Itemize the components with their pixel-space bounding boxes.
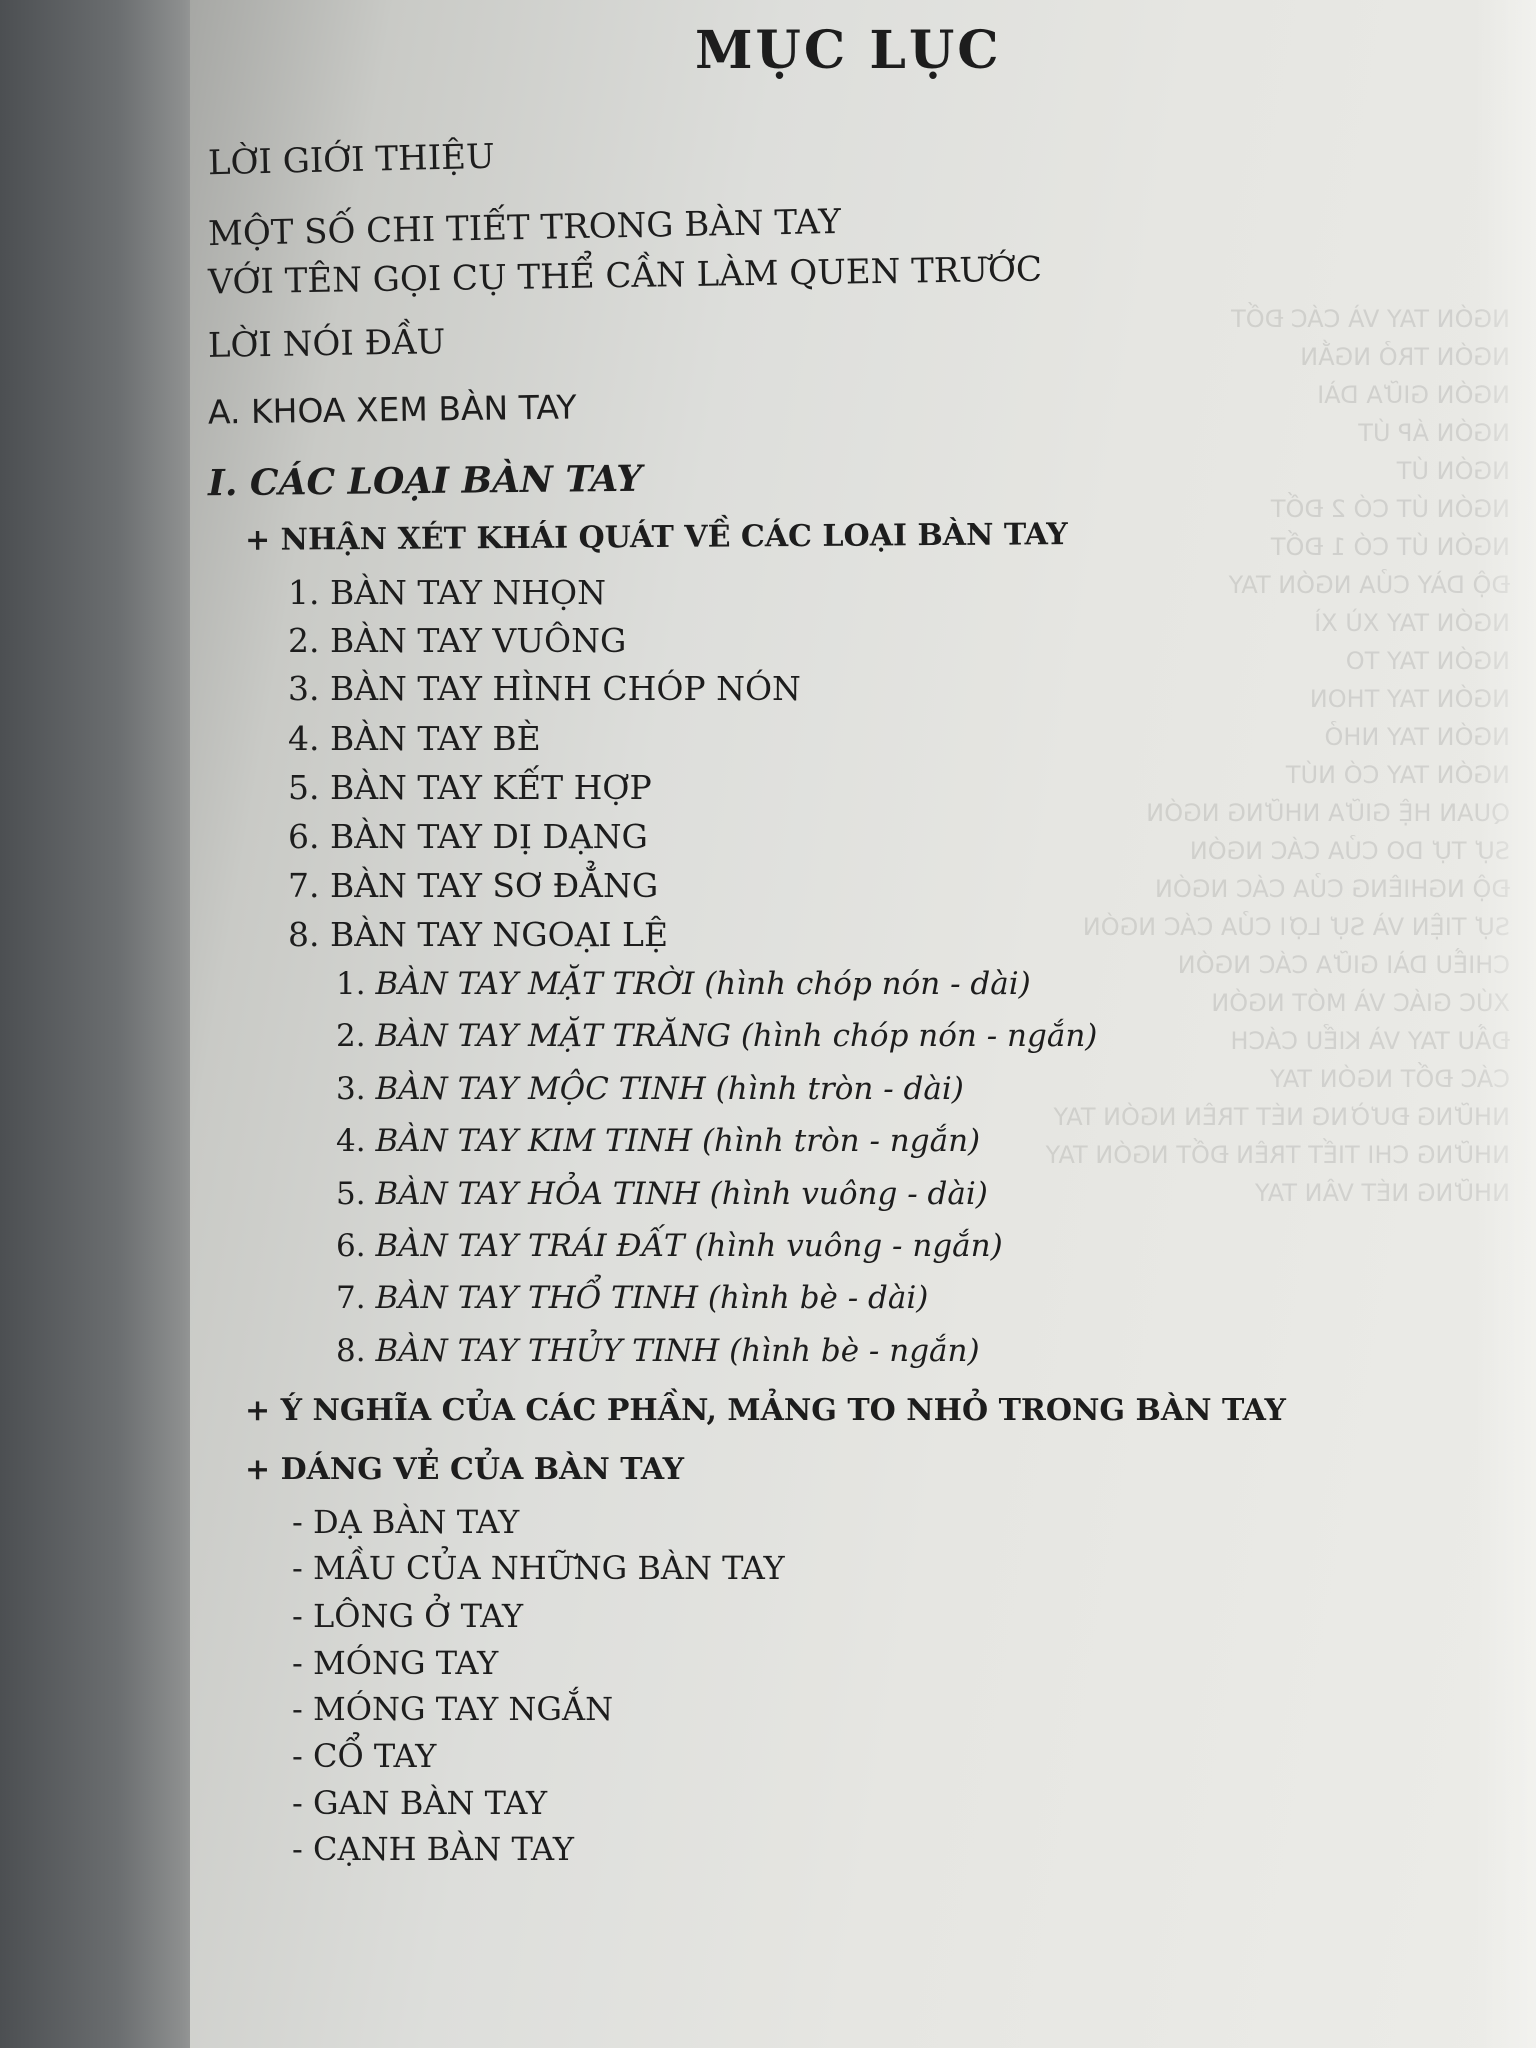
toc-exception-item: 3. BÀN TAY MỘC TINH (hình tròn - dài)	[336, 1071, 964, 1107]
toc-exception-item: 1. BÀN TAY MẶT TRỜI (hình chóp nón - dài)	[336, 966, 1031, 1002]
toc-entry-mot-so-line-2: VỚI TÊN GỌI CỤ THỂ CẦN LÀM QUEN TRƯỚC	[207, 249, 1043, 303]
toc-type-item: 6. BÀN TAY DỊ DẠNG	[288, 817, 648, 856]
toc-type-item: 3. BÀN TAY HÌNH CHÓP NÓN	[288, 669, 801, 708]
page-title: MỤC LỤC	[695, 20, 1002, 81]
page-edge-highlight	[1476, 0, 1536, 2048]
toc-section-cac-loai: I. CÁC LOẠI BÀN TAY	[207, 457, 643, 505]
toc-entry-loi-gioi-thieu: LỜI GIỚI THIỆU	[207, 136, 496, 184]
toc-entry-dang-ve: + DÁNG VẺ CỦA BÀN TAY	[245, 1452, 685, 1487]
show-through-text: NGÓN TAY VÀ CÁC ĐỐT NGÓN TRỎ NGẮN NGÓN GIỮA DÀI NGÓN ÁP ÚT NGÓN ÚT NGÓN ÚT CÓ 2 ĐỐT NGÓN ÚT CÓ 1 ĐỐT ĐỘ DÀY CỦA NGÓN TAY NGÓN TAY XÙ XÌ NGÓN TAY TO NGÓN TAY THON NGÓN TAY NHỎ NGÓN TAY CÓ NÚT QUAN HỆ GIỮA NHỮNG NGÓN SỰ TỰ DO CỦA CÁC NGÓN ĐỘ NGHIÊNG CỦA CÁC NGÓN SỰ TIỆN VÀ SỰ LỢI CỦA CÁC NGÓN CHIỀU DÀI GIỮA CÁC NGÓN XÚC GIÁC VÀ MÓT NGÓN ĐẦU TAY VÀ KIỂU CÁCH CÁC ĐỐT NGÓN TAY NHỮNG ĐƯỜNG NÉT TRÊN NGÓN TAY NHỮNG CHI TIẾT TRÊN ĐỐT NGÓN TAY NHỮNG NÉT VÂN TAY	[1045, 305, 1510, 1207]
toc-entry-khoa-xem: A. KHOA XEM BÀN TAY	[207, 387, 577, 432]
toc-entry-y-nghia: + Ý NGHĨA CỦA CÁC PHẦN, MẢNG TO NHỎ TRONG BÀN TAY	[245, 1393, 1286, 1428]
toc-appearance-item: - CẠNH BÀN TAY	[292, 1830, 574, 1868]
toc-type-item: 7. BÀN TAY SƠ ĐẲNG	[288, 866, 659, 905]
toc-type-item: 8. BÀN TAY NGOẠI LỆ	[288, 915, 669, 954]
toc-type-item: 4. BÀN TAY BÈ	[288, 719, 541, 758]
toc-type-item: 1. BÀN TAY NHỌN	[288, 573, 606, 612]
toc-entry-nhan-xet: + NHẬN XÉT KHÁI QUÁT VỀ CÁC LOẠI BÀN TAY	[244, 517, 1068, 558]
toc-appearance-item: - GAN BÀN TAY	[292, 1784, 548, 1822]
toc-exception-item: 4. BÀN TAY KIM TINH (hình tròn - ngắn)	[336, 1123, 981, 1159]
toc-appearance-item: - MẦU CỦA NHỮNG BÀN TAY	[292, 1549, 785, 1587]
toc-exception-item: 6. BÀN TAY TRÁI ĐẤT (hình vuông - ngắn)	[336, 1228, 1003, 1264]
toc-appearance-item: - DẠ BÀN TAY	[292, 1503, 520, 1541]
toc-appearance-item: - CỔ TAY	[292, 1737, 437, 1775]
toc-entry-mot-so-line-1: MỘT SỐ CHI TIẾT TRONG BÀN TAY	[207, 201, 842, 255]
toc-type-item: 5. BÀN TAY KẾT HỢP	[288, 768, 652, 807]
toc-exception-item: 8. BÀN TAY THỦY TINH (hình bè - ngắn)	[336, 1333, 980, 1369]
book-spine-shadow	[0, 0, 215, 2048]
toc-entry-loi-noi-dau: LỜI NÓI ĐẦU	[207, 322, 446, 366]
toc-appearance-item: - LÔNG Ở TAY	[292, 1597, 524, 1635]
toc-exception-item: 5. BÀN TAY HỎA TINH (hình vuông - dài)	[336, 1176, 988, 1212]
toc-exception-item: 2. BÀN TAY MẶT TRĂNG (hình chóp nón - ngắn)	[336, 1018, 1098, 1054]
toc-appearance-item: - MÓNG TAY	[292, 1644, 499, 1682]
toc-type-item: 2. BÀN TAY VUÔNG	[288, 621, 627, 660]
toc-exception-item: 7. BÀN TAY THỔ TINH (hình bè - dài)	[336, 1280, 929, 1316]
toc-appearance-item: - MÓNG TAY NGẮN	[292, 1690, 614, 1728]
